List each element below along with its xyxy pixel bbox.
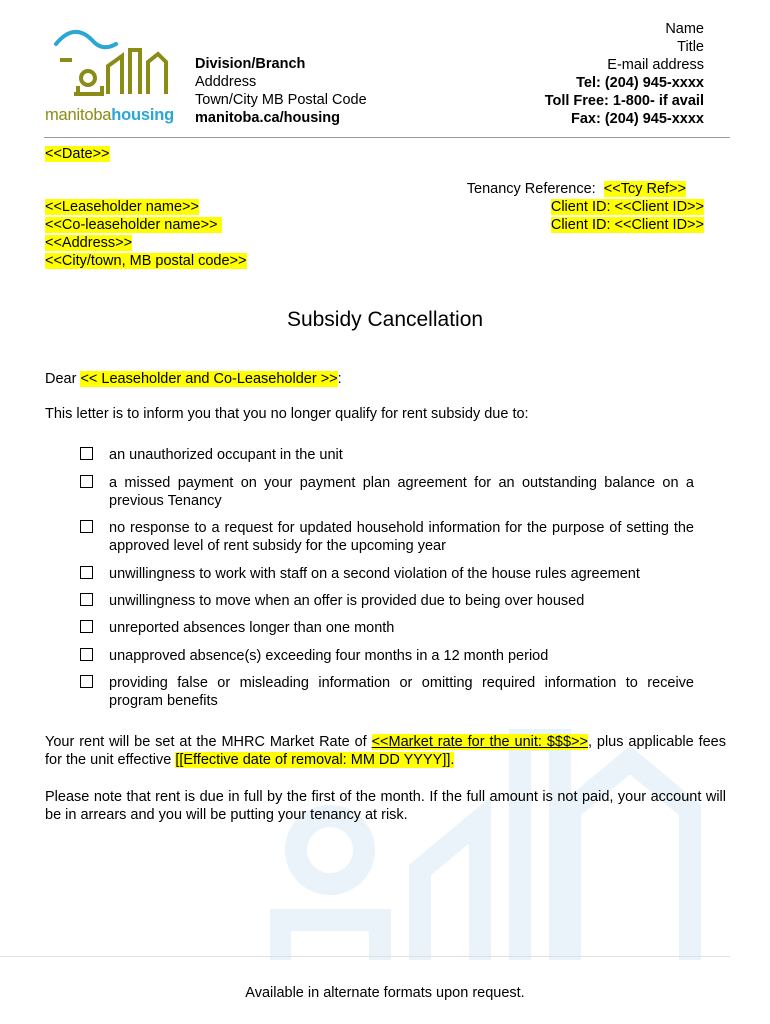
header-divider — [44, 137, 730, 138]
rent-paragraph: Your rent will be set at the MHRC Market Rate of <<Market rate for the unit: $$$>>, plus applicable fees for the unit effective [[Effective date of removal: MM DD YYYY]]. — [45, 734, 726, 768]
leaseholder-name: <<Leaseholder name>> — [45, 199, 199, 215]
reason-item: unapproved absence(s) exceeding four months in a 12 month period — [80, 647, 694, 665]
checkbox[interactable] — [80, 675, 93, 688]
contact-name: Name — [665, 21, 704, 37]
letter-date: <<Date>> — [45, 146, 110, 162]
reason-checklist — [80, 446, 694, 710]
contact-fax: Fax: (204) 945-xxxx — [571, 111, 704, 127]
recipient-address: <<Address>> — [45, 235, 133, 251]
division-address: Adddress — [195, 74, 257, 90]
checkbox[interactable] — [80, 593, 93, 606]
reason-item: unwillingness to move when an offer is provided due to being over housed — [80, 592, 694, 610]
salutation-name: << Leaseholder and Co-Leaseholder >> — [80, 371, 338, 387]
footer-divider — [0, 956, 730, 957]
logo-wordmark: manitobahousing — [45, 106, 175, 124]
checkbox[interactable] — [80, 475, 93, 488]
letter-title: Subsidy Cancellation — [286, 308, 484, 331]
reference-block — [467, 180, 704, 234]
salutation: Dear << Leaseholder and Co-Leaseholder >>: — [45, 371, 342, 387]
footer-note: Available in alternate formats upon request. — [245, 985, 525, 1001]
due-paragraph: Please note that rent is due in full by the first of the month. If the full amount is not paid, your account will be in arrears and you will be putting your tenancy at risk. — [45, 789, 726, 823]
checkbox[interactable] — [80, 648, 93, 661]
division-branch: Division/Branch — [195, 56, 306, 72]
co-leaseholder-name: <<Co-leaseholder name>> — [45, 217, 222, 233]
contact-title: Title — [677, 39, 704, 55]
checkbox[interactable] — [80, 447, 93, 460]
division-city: Town/City MB Postal Code — [195, 92, 367, 108]
division-block — [195, 55, 367, 127]
reason-item: unwillingness to work with staff on a second violation of the house rules agreement — [80, 565, 694, 583]
recipient-city: <<City/town, MB postal code>> — [45, 253, 247, 269]
reason-item: a missed payment on your payment plan agreement for an outstanding balance on a previous Tenancy — [80, 474, 694, 510]
market-rate-field: <<Market rate for the unit: $$$>> — [371, 734, 588, 750]
reason-item: an unauthorized occupant in the unit — [80, 446, 694, 464]
division-website[interactable]: manitoba.ca/housing — [195, 110, 341, 126]
effective-date-field: [[Effective date of removal: MM DD YYYY]]. — [175, 752, 455, 768]
contact-tel: Tel: (204) 945-xxxx — [576, 75, 704, 91]
intro-paragraph: This letter is to inform you that you no longer qualify for rent subsidy due to: — [45, 406, 529, 422]
recipient-block — [45, 198, 247, 270]
reason-item: no response to a request for updated household information for the purpose of setting the approved level of rent subsidy for the upcoming year — [80, 519, 694, 555]
contact-block — [545, 20, 704, 128]
contact-toll-free: Toll Free: 1-800- if avail — [544, 93, 704, 109]
client-id-2: Client ID: <<Client ID>> — [550, 217, 704, 233]
tenancy-reference-value: <<Tcy Ref>> — [603, 181, 686, 197]
client-id-1: Client ID: <<Client ID>> — [550, 199, 704, 215]
checkbox[interactable] — [80, 520, 93, 533]
checkbox[interactable] — [80, 566, 93, 579]
reason-item: unreported absences longer than one month — [80, 619, 694, 637]
tenancy-reference-label: Tenancy Reference: — [466, 181, 604, 197]
contact-email: E-mail address — [607, 57, 704, 73]
reason-item: providing false or misleading information or omitting required information to receive program benefits — [80, 674, 694, 710]
checkbox[interactable] — [80, 620, 93, 633]
